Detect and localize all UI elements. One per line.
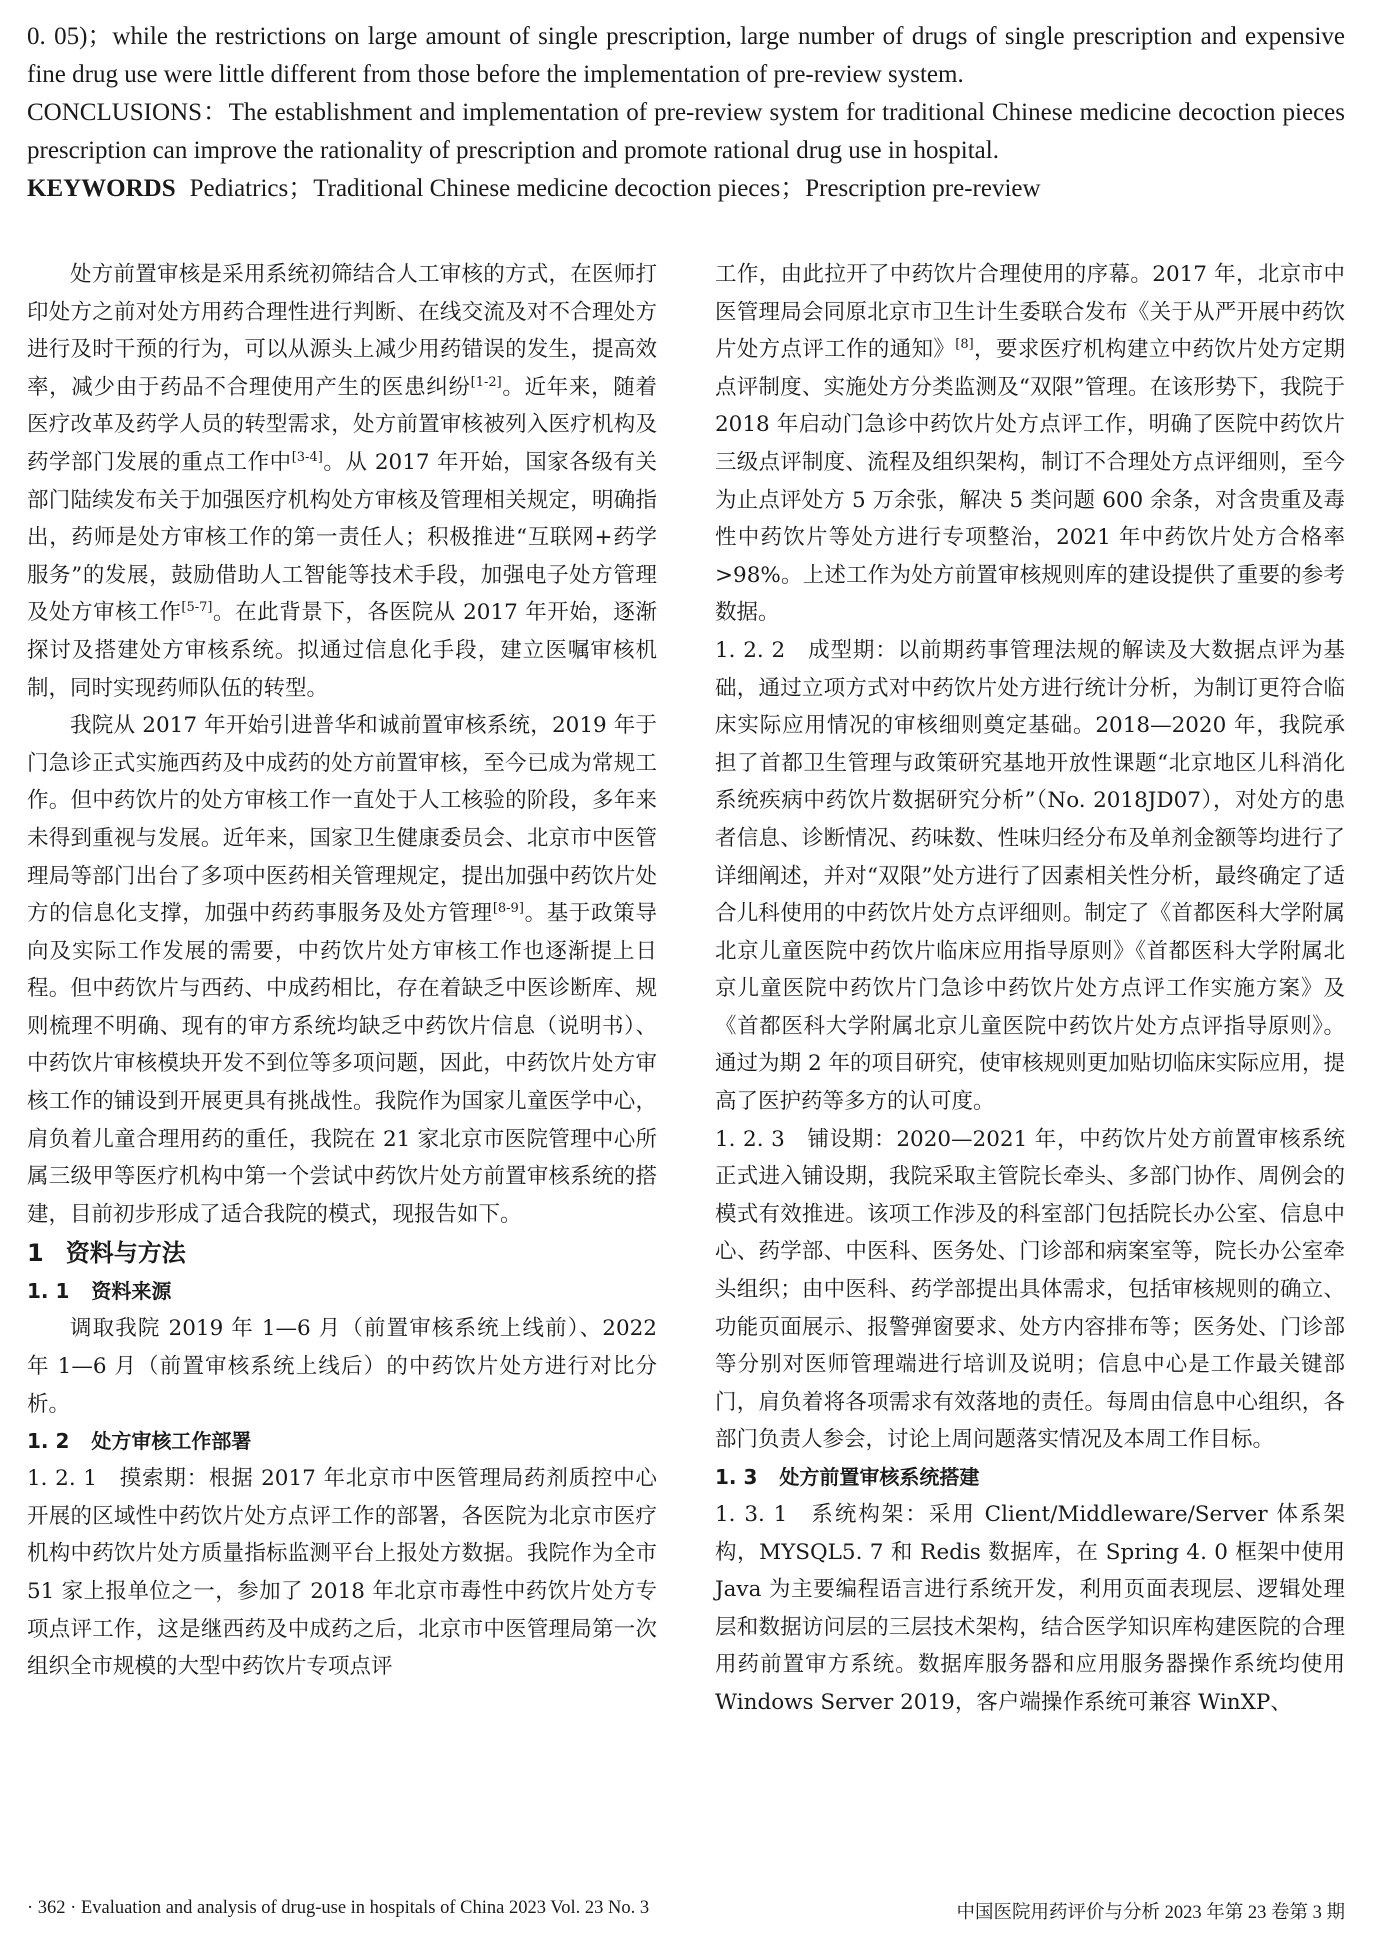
abstract-keywords [27,170,1345,208]
text: 我院从 2017 年开始引进普华和诚前置审核系统，2019 年于门急诊正式实施西药及中成药的处方前置审核，至今已成为常规工作。但中药饮片的处方审核工作一直处于人工核验的阶段，多年来未得到重视与发展。近年来，国家卫生健康委员会、北京市中医管理局等部门出台了多项中医药相关管理规定，提出加强中药饮片处方的信息化支撑，加强中药药事服务及处方管理 [27,713,657,927]
section-title: 资料来源 [91,1279,172,1304]
footer-journal-chinese: 中国医院用药评价与分析 2023 年第 23 卷第 3 期 [956,1903,1345,1923]
continued-paragraph [715,256,1345,632]
subsection-text: 铺设期：2020—2021 年，中药饮片处方前置审核系统正式进入铺设期，我院采取主管院长牵头、多部门协作、周例会的模式有效推进。该项工作涉及的科室部门包括院长办公室、信息中心、药学部、中医科、医务处、门诊部和病案室等，院长办公室牵头组织；由中医科、药学部提出具体需求，包括审核规则的确立、功能页面展示、报警弹窗要求、处方内容排布等；医务处、门诊部等分别对医师管理端进行培训及说明；信息中心是工作最关键部门，肩负着将各项需求有效落地的责任。每周由信息中心组织，各部门负责人参会，讨论上周问题落实情况及本周工作目标。 [715,1126,1345,1453]
text: 。基于政策导向及实际工作发展的需要，中药饮片处方审核工作也逐渐提上日程。但中药饮片与西药、中成药相比，存在着缺乏中医诊断库、规则梳理不明确、现有的审方系统均缺乏中药饮片信息（说明书）、中药饮片审核模块开发不到位等多项问题，因此，中药饮片处方审核工作的铺设到开展更具有挑战性。我院作为国家儿童医学中心，肩负着儿童合理用药的重任，我院在 21 家北京市医院管理中心所属三级甲等医疗机构中第一个尝试中药饮片处方前置审核系统的搭建，目前初步形成了适合我院的模式，现报告如下。 [27,901,657,1227]
text: 。在此背景下，各医院从 2017 年开始，逐渐探讨及搭建处方审核系统。拟通过信息化手段，建立医嘱审核机制，同时实现药师队伍的转型。 [27,600,657,701]
citation: [8] [955,337,974,353]
subsection-text: 摸索期：根据 2017 年北京市中医管理局药剂质控中心开展的区域性中药饮片处方点评工作的部署，各医院为北京市医疗机构中药饮片处方质量指标监测平台上报处方数据。我院作为全市 51 家上报单位之一，参加了 2018 年北京市毒性中药饮片处方专项点评工作，这是继西药及中成药之后，北京市中医管理局第一次组织全市规模的大型中药饮片专项点评 [27,1466,657,1680]
section-number: 1. 2 [27,1429,70,1454]
citation: [5-7] [181,600,213,616]
citation: [1-2] [470,374,502,390]
materials-paragraph: 调取我院 2019 年 1—6 月（前置审核系统上线前）、2022 年 1—6 月（前置审核系统上线后）的中药饮片处方进行对比分析。 [27,1316,657,1417]
section-title: 处方前置审核系统搭建 [779,1465,980,1489]
right-column [715,256,1345,1722]
section-number: 1 [27,1239,44,1268]
text: 。从 2017 年开始，国家各级有关部门陆续发布关于加强医疗机构处方审核及管理相关规定，明确指出，药师是处方审核工作的第一责任人；积极推进“互联网+药学服务”的发展，鼓励借助人工智能等技术手段，加强电子处方管理及处方审核工作 [27,449,657,626]
section-heading-1-3 [715,1459,1345,1496]
abstract-conclusions: CONCLUSIONS：The establishment and implementation of pre-review system for traditional Chinese medicine decoction pieces prescription can improve the rationality of prescription and promote rational drug use in hospital. [27,99,1345,164]
abstract-results-tail: 0. 05)；while the restrictions on large amount of single prescription, large number of drugs of single prescription and expensive fine drug use were little different from those before the implementation of pre-review system. [27,23,1345,88]
subsection-1-2-2 [715,632,1345,1121]
keywords-list: Pediatrics；Traditional Chinese medicine decoction pieces；Prescription pre-review [189,175,1041,202]
subsection-number: 1. 2. 3 [715,1126,785,1152]
text: ，要求医疗机构建立中药饮片处方定期点评制度、实施处方分类监测及“双限”管理。在该形势下，我院于 2018 年启动门急诊中药饮片处方点评工作，明确了医院中药饮片三级点评制度、流程及组织架构，制订不合理处方点评细则，至今为止点评处方 5 万余张，解决 5 类问题 600 余条，对含贵重及毒性中药饮片等处方进行专项整治，2021 年中药饮片处方合格率>98%。上述工作为处方前置审核规则库的建设提供了重要的参考数据。 [715,337,1345,626]
intro-paragraph-2 [27,707,657,1233]
subsection-number: 1. 2. 1 [27,1466,97,1492]
section-title: 处方审核工作部署 [91,1429,252,1454]
text: 工作，由此拉开了中药饮片合理使用的序幕。2017 年，北京市中医管理局会同原北京市卫生计生委联合发布《关于从严开展中药饮片处方点评工作的通知》 [715,262,1345,363]
subsection-text: 成型期：以前期药事管理法规的解读及大数据点评为基础，通过立项方式对中药饮片处方进行统计分析，为制订更符合临床实际应用情况的审核细则奠定基础。2018—2020 年，我院承担了首都卫生管理与政策研究基地开放性课题“北京地区儿科消化系统疾病中药饮片数据研究分析”（No. 2018JD07），对处方的患者信息、诊断情况、药味数、性味归经分布及单剂金额等均进行了详细阐述，并对“双限”处方进行了因素相关性分析，最终确定了适合儿科使用的中药饮片处方点评细则。制定了《首都医科大学附属北京儿童医院中药饮片临床应用指导原则》《首都医科大学附属北京儿童医院中药饮片门急诊中药饮片处方点评工作实施方案》及《首都医科大学附属北京儿童医院中药饮片处方点评指导原则》。通过为期 2 年的项目研究，使审核规则更加贴切临床实际应用，提高了医护药等多方的认可度。 [715,637,1345,1115]
subsection-text: 系统构架：采用 Client/Middleware/Server 体系架构，MYSQL5. 7 和 Redis 数据库，在 Spring 4. 0 框架中使用 Java 为主要编程语言进行系统开发，利用页面表现层、逻辑处理层和数据访问层的三层技术架构，结合医学知识库构建医院的合理用药前置审方系统。数据库服务器和应用服务器操作系统均使用 Windows Server 2019，客户端操作系统可兼容 WinXP、 [715,1502,1346,1715]
subsection-number: 1. 3. 1 [715,1502,788,1527]
text: 。近年来，随着医疗改革及药学人员的转型需求，处方前置审核被列入医疗机构及药学部门发展的重点工作中 [27,374,657,475]
left-column [27,256,657,1686]
citation: [3-4] [291,449,323,465]
intro-paragraph-1 [27,256,657,707]
english-abstract [27,18,1345,208]
subsection-1-2-1 [27,1460,657,1686]
section-title: 资料与方法 [65,1239,186,1268]
subsection-number: 1. 2. 2 [715,637,786,663]
text: 处方前置审核是采用系统初筛结合人工审核的方式，在医师打印处方之前对处方用药合理性进行判断、在线交流及对不合理处方进行及时干预的行为，可以从源头上减少用药错误的发生，提高效率，减少由于药品不合理使用产生的医患纠纷 [27,262,657,400]
section-heading-1 [27,1233,657,1273]
footer-journal-english: · 362 · Evaluation and analysis of drug-use in hospitals of China 2023 Vol. 23 No. 3 [27,1898,650,1918]
keywords-label: KEYWORDS [27,175,176,202]
section-heading-1-1 [27,1273,657,1310]
section-heading-1-2 [27,1423,657,1460]
subsection-1-3-1 [715,1496,1345,1722]
subsection-1-2-3 [715,1121,1345,1459]
citation: [8-9] [492,900,524,916]
section-number: 1. 3 [715,1465,758,1489]
section-number: 1. 1 [27,1279,70,1304]
